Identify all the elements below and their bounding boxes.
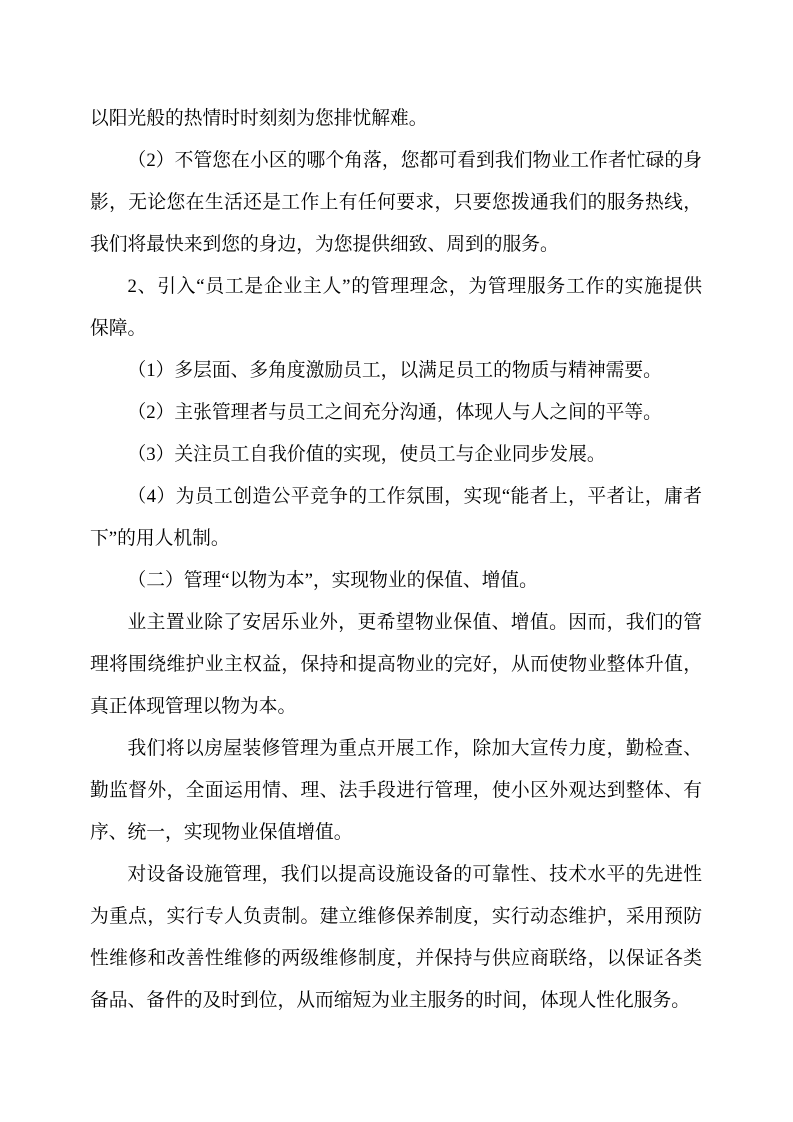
text-line: 保障。 <box>90 318 147 339</box>
text-line: （1）多层面、多角度激励员工，以满足员工的物质与精神需要。 <box>127 360 662 381</box>
text-line: （2）不管您在小区的哪个角落，您都可看到我们物业工作者忙碌的身 <box>127 150 702 171</box>
text-line: 以阳光般的热情时时刻刻为您排忧解难。 <box>90 108 428 129</box>
document-body <box>90 98 702 1022</box>
text-line: 业主置业除了安居乐业外，更希望物业保值、增值。因而，我们的管 <box>127 612 702 633</box>
text-line: 为重点，实行专人负责制。建立维修保养制度，实行动态维护，采用预防 <box>90 906 702 927</box>
text-line: （4）为员工创造公平竞争的工作氛围，实现“能者上，平者让，庸者 <box>127 486 702 507</box>
text-line: （2）主张管理者与员工之间充分沟通，体现人与人之间的平等。 <box>127 402 662 423</box>
text-line: 下”的用人机制。 <box>90 528 230 549</box>
text-line: 备品、备件的及时到位，从而缩短为业主服务的时间，体现人性化服务。 <box>90 990 690 1011</box>
text-line: 真正体现管理以物为本。 <box>90 696 297 717</box>
text-line: （二）管理“以物为本”，实现物业的保值、增值。 <box>127 570 538 591</box>
text-line: 2、引入“员工是企业主人”的管理理念，为管理服务工作的实施提供 <box>127 276 702 297</box>
text-line: 勤监督外，全面运用情、理、法手段进行管理，使小区外观达到整体、有 <box>90 780 702 801</box>
text-line: 性维修和改善性维修的两级维修制度，并保持与供应商联络，以保证各类 <box>90 948 702 969</box>
text-line: 对设备设施管理，我们以提高设施设备的可靠性、技术水平的先进性 <box>127 864 702 885</box>
text-line: 我们将最快来到您的身边，为您提供细致、周到的服务。 <box>90 234 559 255</box>
text-line: （3）关注员工自我价值的实现，使员工与企业同步发展。 <box>127 444 606 465</box>
text-line: 我们将以房屋装修管理为重点开展工作，除加大宣传力度，勤检查、 <box>127 738 702 759</box>
text-line: 影，无论您在生活还是工作上有任何要求，只要您拨通我们的服务热线， <box>90 192 702 213</box>
text-line: 理将围绕维护业主权益，保持和提高物业的完好，从而使物业整体升值， <box>90 654 702 675</box>
text-line: 序、统一，实现物业保值增值。 <box>90 822 353 843</box>
